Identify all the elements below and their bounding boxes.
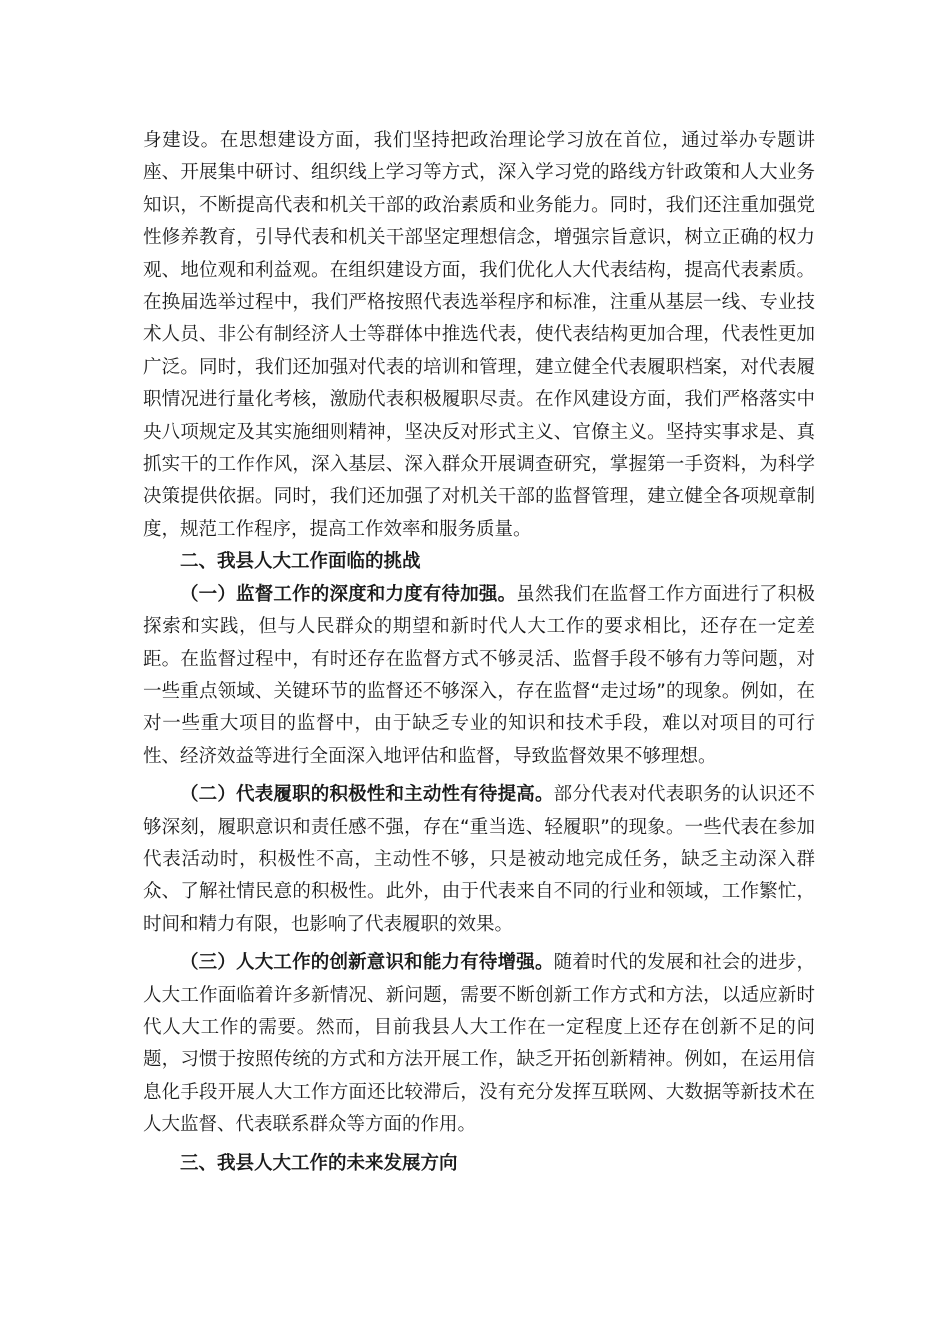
document-body <box>143 125 815 1180</box>
paragraph-supervision-challenge <box>143 579 815 773</box>
item-1-body: 虽然我们在监督工作方面进行了积极探索和实践，但与人民群众的期望和新时代人大工作的要求相比，还存在一定差距。在监督过程中，有时还存在监督方式不够灵活、监督手段不够有力等问题，对一些重点领域、关键环节的监督还不够深入，存在监督“走过场”的现象。例如，在对一些重大项目的监督中，由于缺乏专业的知识和技术手段，难以对项目的可行性、经济效益等进行全面深入地评估和监督，导致监督效果不够理想。 <box>143 583 815 767</box>
section-heading-challenges: 二、我县人大工作面临的挑战 <box>180 551 421 573</box>
paragraph-party-building-continued: 身建设。在思想建设方面，我们坚持把政治理论学习放在首位，通过举办专题讲座、开展集中研讨、组织线上学习等方式，深入学习党的路线方针政策和人大业务知识，不断提高代表和机关干部的政治素质和业务能力。同时，我们还注重加强党性修养教育，引导代表和机关干部坚定理想信念，增强宗旨意识，树立正确的权力观、地位观和利益观。在组织建设方面，我们优化人大代表结构，提高代表素质。在换届选举过程中，我们严格按照代表选举程序和标准，注重从基层一线、专业技术人员、非公有制经济人士等群体中推选代表，使代表结构更加合理，代表性更加广泛。同时，我们还加强对代表的培训和管理，建立健全代表履职档案，对代表履职情况进行量化考核，激励代表积极履职尽责。在作风建设方面，我们严格落实中央八项规定及其实施细则精神，坚决反对形式主义、官僚主义。坚持实事求是、真抓实干的工作作风，深入基层、深入群众开展调查研究，掌握第一手资料，为科学决策提供依据。同时，我们还加强了对机关干部的监督管理，建立健全各项规章制度，规范工作程序，提高工作效率和服务质量。 <box>143 130 815 540</box>
paragraph-innovation-challenge <box>143 947 815 1141</box>
item-2-lead: （二）代表履职的积极性和主动性有待提高。 <box>180 784 554 806</box>
paragraph-deputy-duty-challenge <box>143 779 815 941</box>
item-1-lead: （一）监督工作的深度和力度有待加强。 <box>180 583 517 605</box>
item-3-lead: （三）人大工作的创新意识和能力有待增强。 <box>180 952 554 974</box>
section-heading-future-direction: 三、我县人大工作的未来发展方向 <box>180 1152 458 1174</box>
item-2-body: 部分代表对代表职务的认识还不够深刻，履职意识和责任感不强，存在“重当选、轻履职”的现象。一些代表在参加代表活动时，积极性不高，主动性不够，只是被动地完成任务，缺乏主动深入群众、了解社情民意的积极性。此外，由于代表来自不同的行业和领域，工作繁忙，时间和精力有限，也影响了代表履职的效果。 <box>143 784 815 935</box>
item-3-body: 随着时代的发展和社会的进步，人大工作面临着许多新情况、新问题，需要不断创新工作方式和方法，以适应新时代人大工作的需要。然而，目前我县人大工作在一定程度上还存在创新不足的问题，习惯于按照传统的方式和方法开展工作，缺乏开拓创新精神。例如，在运用信息化手段开展人大工作方面还比较滞后，没有充分发挥互联网、大数据等新技术在人大监督、代表联系群众等方面的作用。 <box>143 952 815 1136</box>
